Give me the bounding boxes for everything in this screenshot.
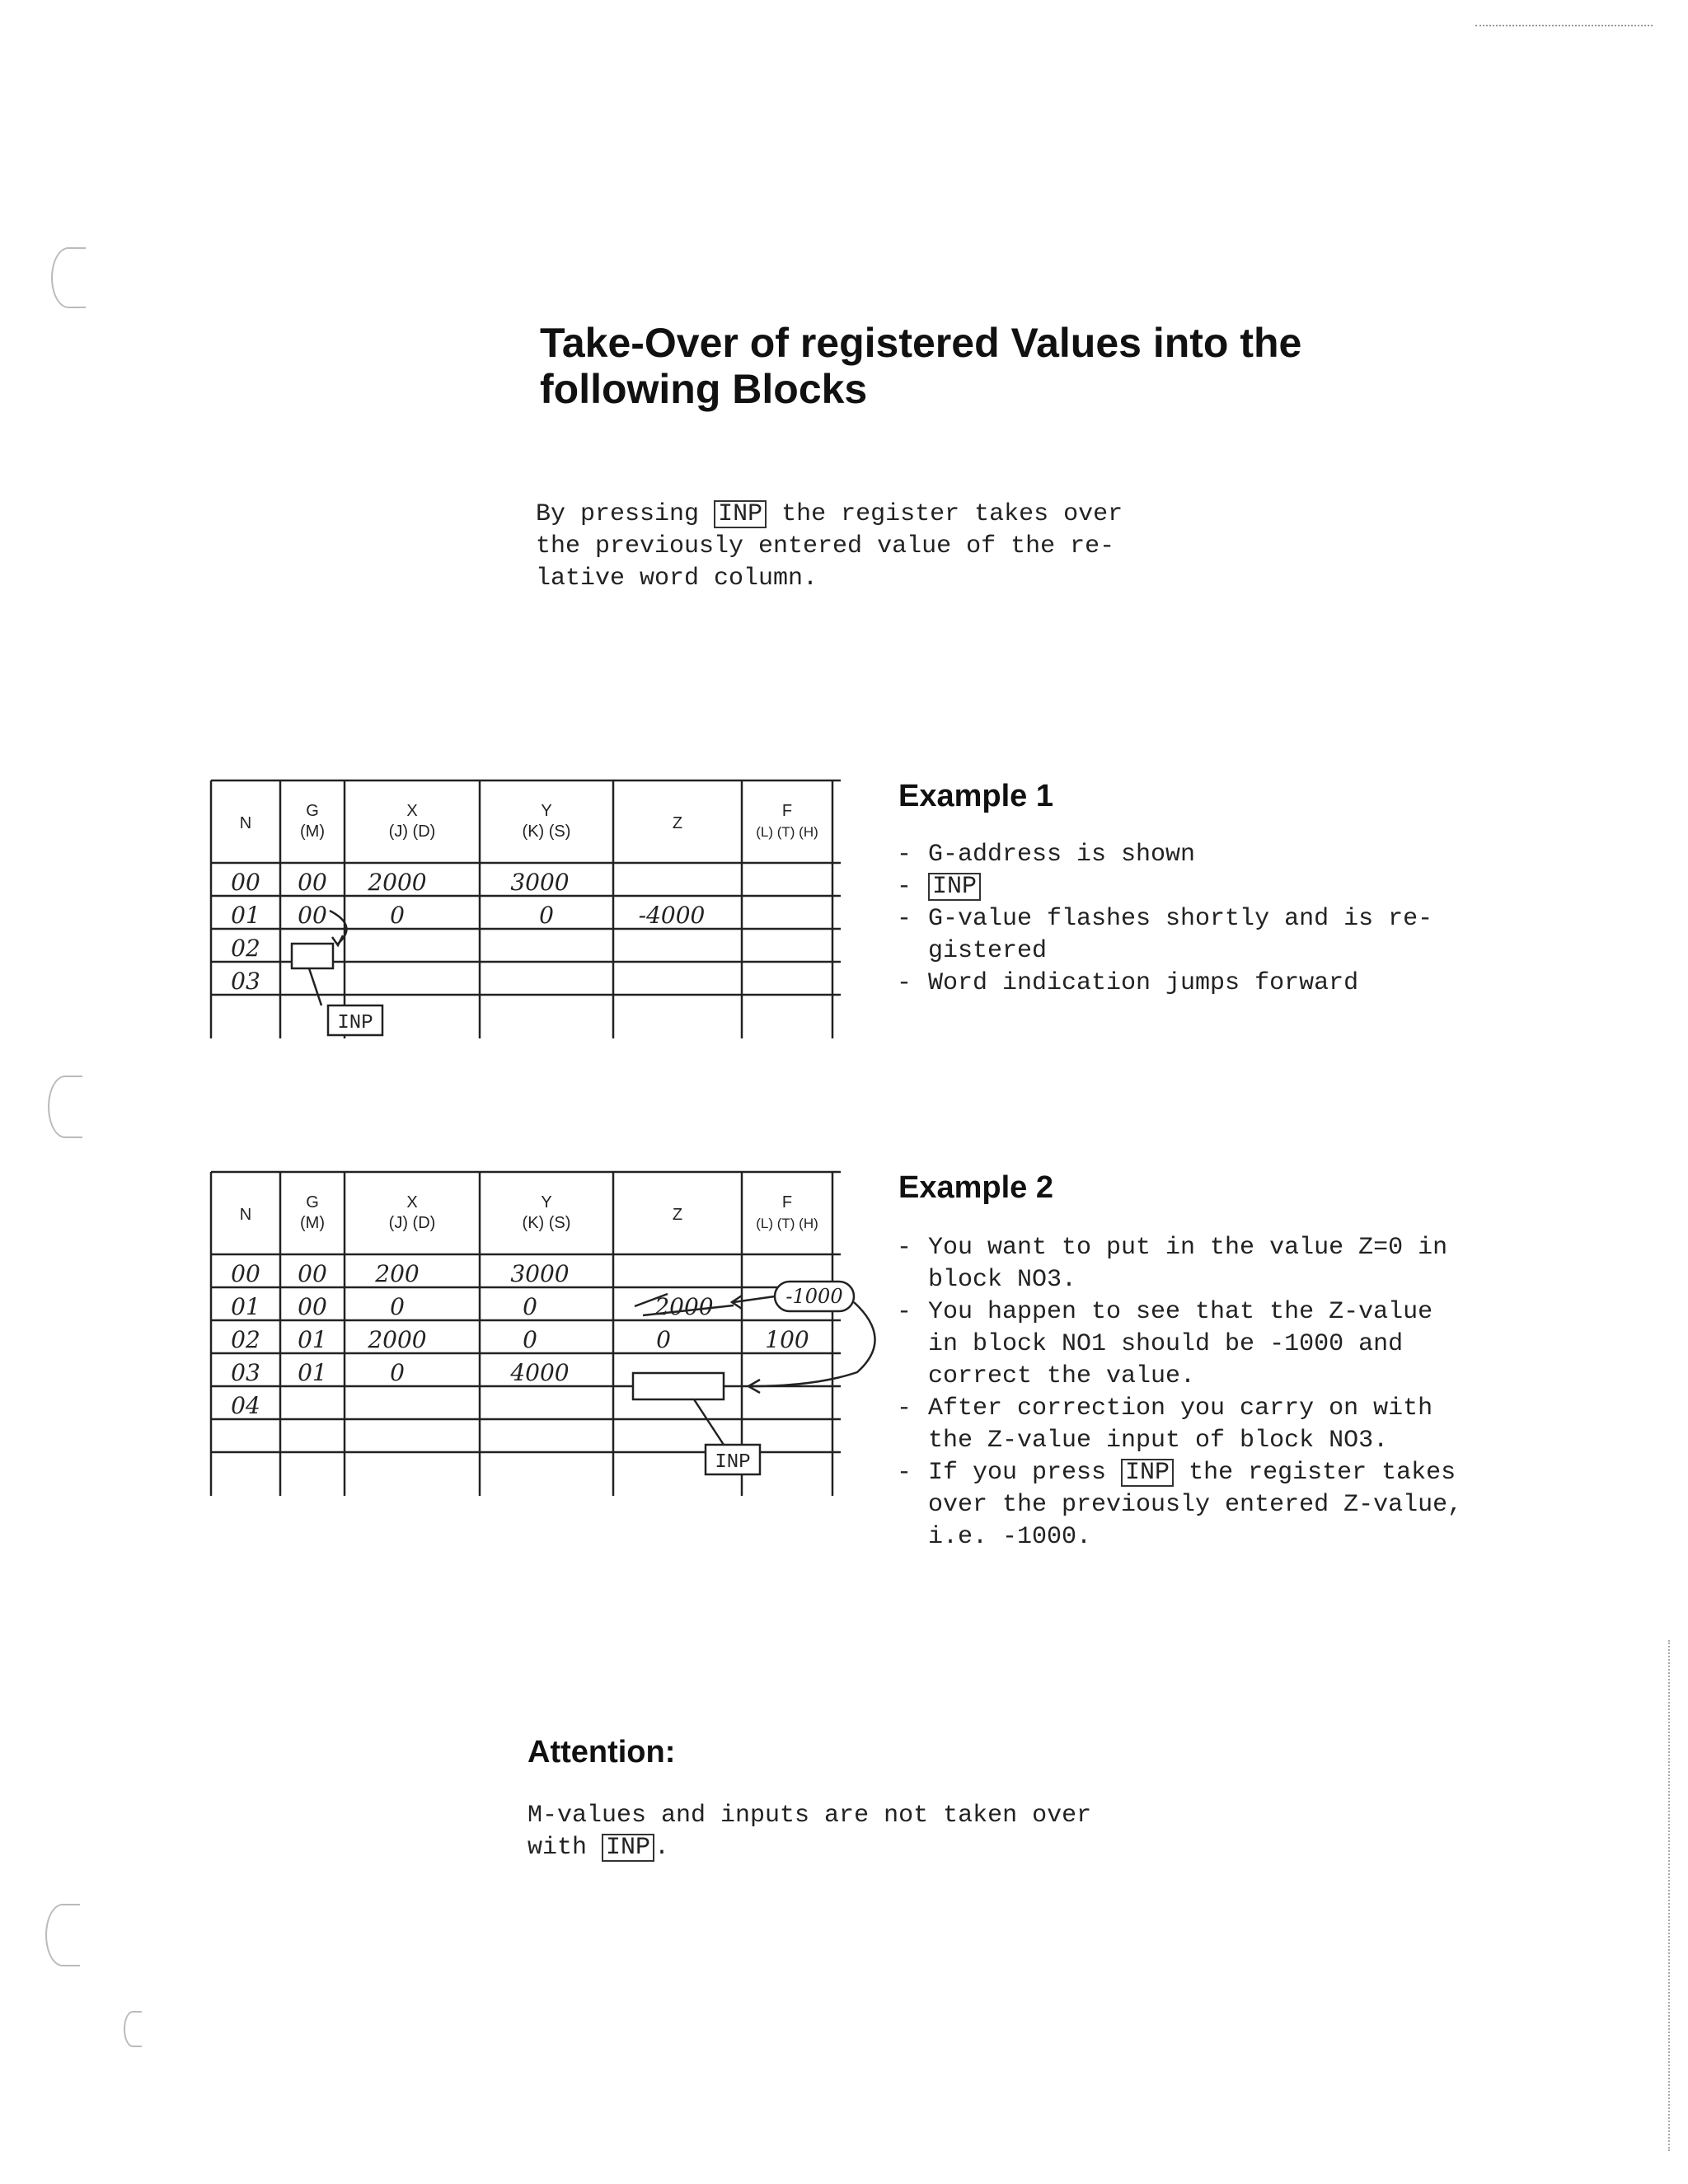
cell-x: 2000 bbox=[368, 1326, 427, 1353]
attention-heading: Attention: bbox=[528, 1735, 676, 1769]
header-n: N bbox=[239, 814, 252, 832]
header-y-sub: (K) (S) bbox=[522, 823, 571, 841]
cell-y: 0 bbox=[539, 902, 554, 929]
header-y: Y bbox=[541, 1193, 552, 1212]
header-g: G bbox=[306, 802, 319, 820]
header-g-sub: (M) bbox=[300, 1214, 325, 1232]
example2-register-table bbox=[206, 1170, 890, 1500]
cell-g: 00 bbox=[298, 902, 327, 929]
cell-n: 01 bbox=[231, 902, 260, 929]
inp-key-label: INP bbox=[1121, 1459, 1174, 1487]
cell-g: 01 bbox=[298, 1326, 327, 1353]
example2-heading: Example 2 bbox=[898, 1170, 1053, 1205]
punch-hole-mark bbox=[124, 2011, 142, 2047]
cell-f: 100 bbox=[765, 1326, 809, 1353]
inp-key-label: INP bbox=[928, 873, 981, 901]
header-g: G bbox=[306, 1193, 319, 1212]
intro-line-2: the previously entered value of the re- bbox=[536, 532, 1115, 560]
attention-line-1: M-values and inputs are not taken over bbox=[528, 1802, 1092, 1830]
scan-dotted-line bbox=[1475, 25, 1653, 26]
step-item: - You want to put in the value Z=0 in block NO3. bbox=[897, 1232, 1523, 1296]
scan-edge-line bbox=[1668, 1640, 1670, 2151]
example1-heading: Example 1 bbox=[898, 779, 1053, 813]
header-f: F bbox=[781, 1193, 793, 1212]
cell-n: 02 bbox=[231, 1326, 260, 1353]
header-g-sub: (M) bbox=[300, 823, 325, 841]
punch-hole-mark bbox=[45, 1904, 80, 1966]
example2-steps bbox=[897, 1232, 1523, 1554]
cell-x: 0 bbox=[390, 1359, 405, 1386]
cell-n: 00 bbox=[231, 1260, 260, 1287]
punch-hole-mark bbox=[48, 1076, 82, 1138]
cell-x: 2000 bbox=[368, 869, 427, 896]
cell-z: 0 bbox=[656, 1326, 671, 1353]
header-z: Z bbox=[672, 814, 683, 832]
example1-register-table bbox=[206, 779, 849, 1043]
example1-steps bbox=[897, 839, 1523, 1000]
step-item: - Word indication jumps forward bbox=[897, 968, 1523, 1000]
correction-value: -1000 bbox=[785, 1285, 843, 1308]
header-x-sub: (J) (D) bbox=[388, 823, 436, 841]
inp-key-label: INP bbox=[714, 500, 767, 528]
cell-y: 0 bbox=[523, 1293, 537, 1320]
cell-g: 00 bbox=[298, 1260, 327, 1287]
cell-n: 04 bbox=[231, 1392, 260, 1419]
attention-paragraph bbox=[528, 1800, 1187, 1864]
step-text-post: the register takes over the previously entered Z-value, i.e. -1000. bbox=[928, 1459, 1463, 1551]
cell-y: 4000 bbox=[510, 1359, 570, 1386]
attention-text-pre: with bbox=[528, 1834, 603, 1862]
header-f-sub: (L) (T) (H) bbox=[756, 1216, 818, 1231]
cell-x: 0 bbox=[390, 1293, 405, 1320]
step-item: - After correction you carry on with the Z-value input of block NO3. bbox=[897, 1393, 1523, 1457]
intro-paragraph bbox=[536, 499, 1195, 595]
cell-n: 01 bbox=[231, 1293, 260, 1320]
punch-hole-mark bbox=[51, 247, 86, 308]
header-y: Y bbox=[541, 802, 552, 820]
inp-callout: INP bbox=[715, 1451, 751, 1474]
step-item: - You happen to see that the Z-value in block NO1 should be -1000 and correct the value. bbox=[897, 1296, 1523, 1393]
cell-z-struck: 2000 bbox=[654, 1293, 714, 1320]
header-x-sub: (J) (D) bbox=[388, 1214, 436, 1232]
header-f: F bbox=[781, 802, 793, 820]
intro-line-3: lative word column. bbox=[536, 565, 818, 593]
cell-x: 200 bbox=[375, 1260, 420, 1287]
step-item: - G-address is shown bbox=[897, 839, 1523, 871]
inp-callout: INP bbox=[337, 1012, 373, 1034]
cell-g: 00 bbox=[298, 869, 327, 896]
intro-text-pre: By pressing bbox=[536, 500, 700, 528]
cell-y: 3000 bbox=[510, 869, 570, 896]
cell-y: 3000 bbox=[510, 1260, 570, 1287]
attention-text-post: . bbox=[654, 1834, 670, 1862]
header-f-sub: (L) (T) (H) bbox=[756, 824, 818, 840]
cell-y: 0 bbox=[523, 1326, 537, 1353]
header-x: X bbox=[406, 802, 418, 820]
step-item bbox=[897, 1457, 1523, 1554]
step-text-pre: If you press bbox=[928, 1459, 1122, 1487]
step-item: - G-value flashes shortly and is re- gistered bbox=[897, 903, 1523, 968]
cell-g: 01 bbox=[298, 1359, 327, 1386]
cell-n: 00 bbox=[231, 869, 260, 896]
cell-n: 03 bbox=[231, 1359, 260, 1386]
cell-n: 02 bbox=[231, 935, 260, 962]
header-z: Z bbox=[672, 1206, 683, 1224]
cell-n: 03 bbox=[231, 968, 260, 995]
step-item bbox=[897, 871, 1523, 903]
header-y-sub: (K) (S) bbox=[522, 1214, 571, 1232]
inp-key-label: INP bbox=[602, 1834, 654, 1862]
cell-z: -4000 bbox=[638, 902, 706, 929]
header-x: X bbox=[406, 1193, 418, 1212]
page-title: Take-Over of registered Values into the following Blocks bbox=[540, 320, 1302, 412]
cell-x: 0 bbox=[390, 902, 405, 929]
header-n: N bbox=[239, 1206, 252, 1224]
cell-g: 00 bbox=[298, 1293, 327, 1320]
intro-text-post: the register takes over bbox=[767, 500, 1123, 528]
